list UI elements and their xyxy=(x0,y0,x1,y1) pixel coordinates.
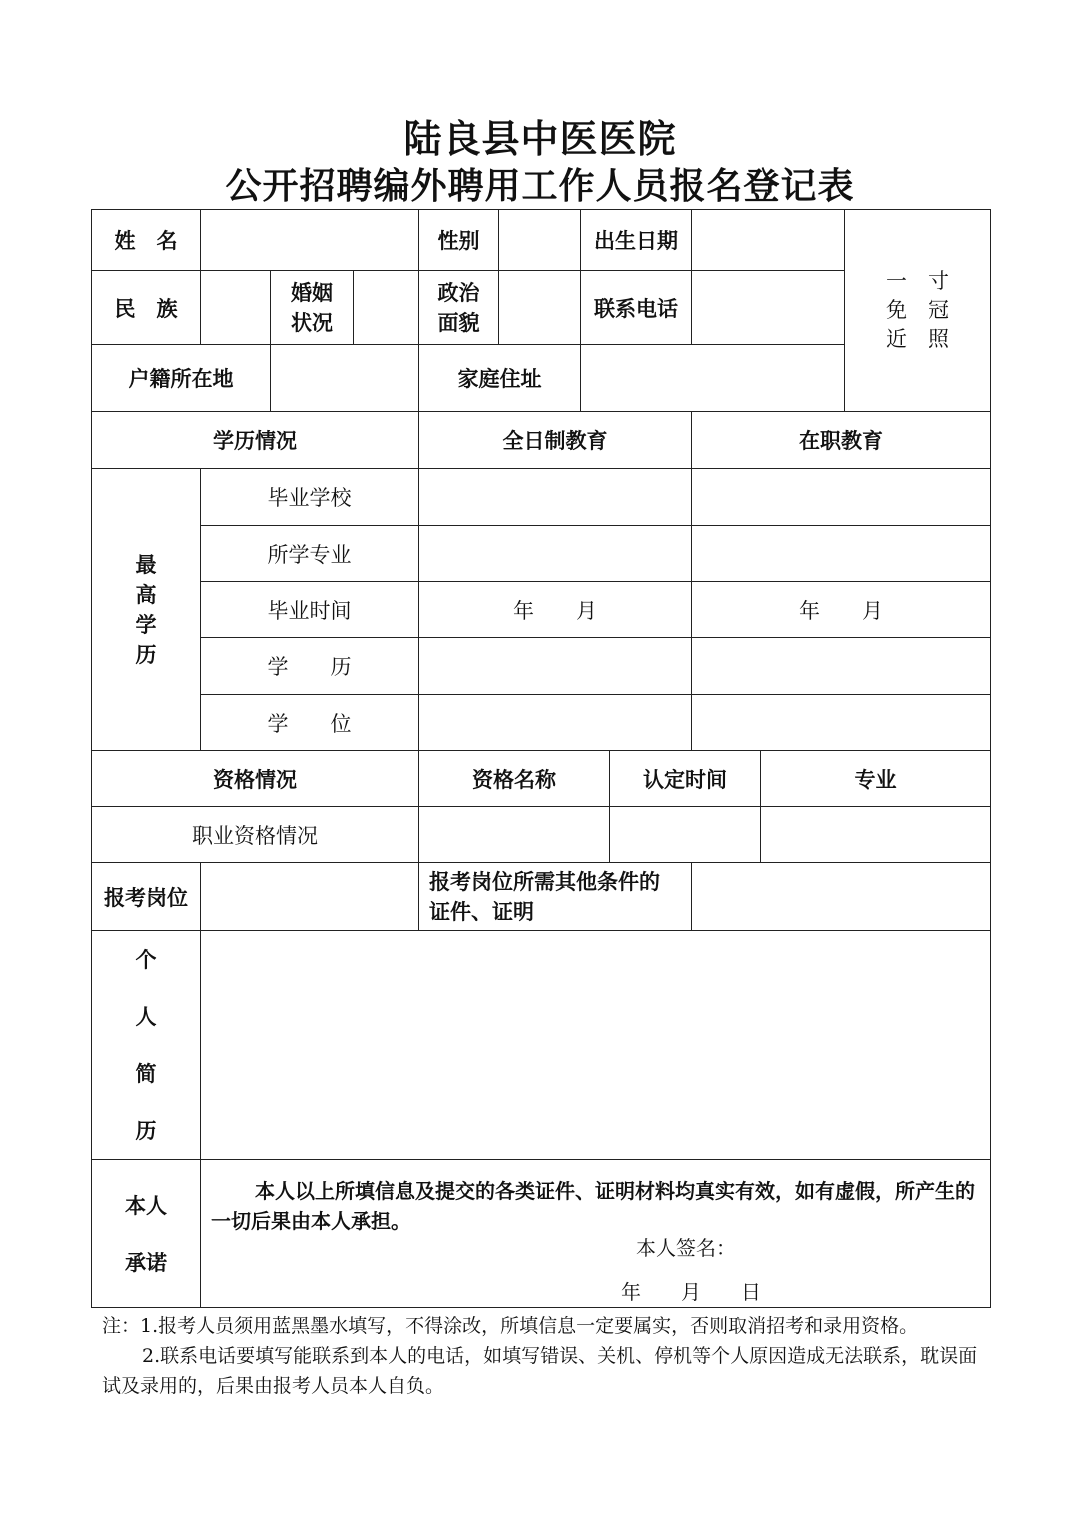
household-label: 户籍所在地 xyxy=(92,345,271,412)
qualification-name-label: 资格名称 xyxy=(419,751,610,807)
other-docs-label-line2: 证件、证明 xyxy=(429,898,535,924)
major-fulltime-field[interactable] xyxy=(419,526,692,582)
registration-form-table xyxy=(91,209,991,1308)
birthdate-label: 出生日期 xyxy=(581,210,692,271)
vocational-qualification-label: 职业资格情况 xyxy=(92,807,419,863)
graduation-time-fulltime-field[interactable]: 年 月 xyxy=(419,582,692,638)
resume-label-char: 个 xyxy=(135,947,157,972)
other-docs-label-line1: 报考岗位所需其他条件的 xyxy=(429,868,661,894)
form-title: 陆良县中医医院 xyxy=(403,116,677,161)
photo-text-line3: 近 照 xyxy=(886,327,950,351)
graduate-school-label: 毕业学校 xyxy=(201,469,419,526)
birthdate-field[interactable] xyxy=(692,210,845,271)
address-field[interactable] xyxy=(581,345,845,412)
degree-fulltime-field[interactable] xyxy=(419,695,692,751)
qualification-date-label: 认定时间 xyxy=(610,751,761,807)
graduate-school-inservice-field[interactable] xyxy=(692,469,991,526)
degree-level-fulltime-field[interactable] xyxy=(419,638,692,695)
declaration-label xyxy=(92,1160,201,1308)
resume-label xyxy=(92,931,201,1160)
gender-field[interactable] xyxy=(499,210,581,271)
name-field[interactable] xyxy=(201,210,419,271)
other-docs-label xyxy=(419,863,692,931)
resume-label-char: 历 xyxy=(135,1118,157,1143)
degree-label: 学 位 xyxy=(201,695,419,751)
highest-label-char: 最 xyxy=(135,551,157,577)
photo-text-line2: 免 冠 xyxy=(886,298,950,322)
qualification-section-label: 资格情况 xyxy=(92,751,419,807)
qualification-name-field[interactable] xyxy=(419,807,610,863)
highest-label-char: 高 xyxy=(135,581,157,607)
position-label: 报考岗位 xyxy=(92,863,201,931)
declaration-text: 本人以上所填信息及提交的各类证件、证明材料均真实有效，如有虚假，所产生的一切后果由本人承担。 xyxy=(211,1179,975,1233)
political-label-line1: 政治 xyxy=(437,279,480,305)
declaration-label-line2: 承诺 xyxy=(125,1249,167,1275)
political-label xyxy=(419,271,499,345)
qualification-major-field[interactable] xyxy=(761,807,991,863)
phone-field[interactable] xyxy=(692,271,845,345)
gender-label: 性别 xyxy=(419,210,499,271)
graduation-time-label: 毕业时间 xyxy=(201,582,419,638)
qualification-major-label: 专业 xyxy=(761,751,991,807)
ethnicity-label: 民 族 xyxy=(92,271,201,345)
resume-label-char: 人 xyxy=(135,1004,157,1029)
graduation-time-inservice-field[interactable]: 年 月 xyxy=(692,582,991,638)
declaration-date[interactable]: 年 月 日 xyxy=(621,1280,761,1304)
major-label: 所学专业 xyxy=(201,526,419,582)
declaration-content xyxy=(201,1160,991,1308)
marital-label xyxy=(271,271,354,345)
household-field[interactable] xyxy=(271,345,419,412)
declaration-label-line1: 本人 xyxy=(125,1192,167,1218)
qualification-date-field[interactable] xyxy=(610,807,761,863)
graduate-school-fulltime-field[interactable] xyxy=(419,469,692,526)
resume-field[interactable] xyxy=(201,931,991,1160)
resume-label-char: 简 xyxy=(135,1061,157,1086)
phone-label: 联系电话 xyxy=(581,271,692,345)
political-label-line2: 面貌 xyxy=(437,309,480,335)
fulltime-education-label: 全日制教育 xyxy=(419,412,692,469)
education-section-label: 学历情况 xyxy=(92,412,419,469)
degree-level-inservice-field[interactable] xyxy=(692,638,991,695)
address-label: 家庭住址 xyxy=(419,345,581,412)
inservice-education-label: 在职教育 xyxy=(692,412,991,469)
degree-inservice-field[interactable] xyxy=(692,695,991,751)
degree-level-label: 学 历 xyxy=(201,638,419,695)
major-inservice-field[interactable] xyxy=(692,526,991,582)
political-field[interactable] xyxy=(499,271,581,345)
marital-label-line2: 状况 xyxy=(291,309,333,335)
note-1: 注：1.报考人员须用蓝黑墨水填写，不得涂改，所填信息一定要属实，否则取消招考和录用资格。 xyxy=(102,1315,919,1337)
highest-label-char: 历 xyxy=(135,641,157,667)
ethnicity-field[interactable] xyxy=(201,271,271,345)
signature-label[interactable]: 本人签名： xyxy=(636,1236,736,1260)
marital-field[interactable] xyxy=(354,271,419,345)
note-2: 2.联系电话要填写能联系到本人的电话，如填写错误、关机、停机等个人原因造成无法联系，耽误面试及录用的，后果由报考人员本人自负。 xyxy=(102,1345,978,1397)
highest-education-label xyxy=(92,469,201,751)
marital-label-line1: 婚姻 xyxy=(291,279,333,305)
name-label: 姓 名 xyxy=(92,210,201,271)
form-subtitle: 公开招聘编外聘用工作人员报名登记表 xyxy=(225,165,855,207)
position-field[interactable] xyxy=(201,863,419,931)
photo-box[interactable] xyxy=(845,210,991,412)
photo-text-line1: 一 寸 xyxy=(886,269,950,293)
notes xyxy=(102,1311,982,1401)
other-docs-field[interactable] xyxy=(692,863,991,931)
highest-label-char: 学 xyxy=(135,611,157,637)
